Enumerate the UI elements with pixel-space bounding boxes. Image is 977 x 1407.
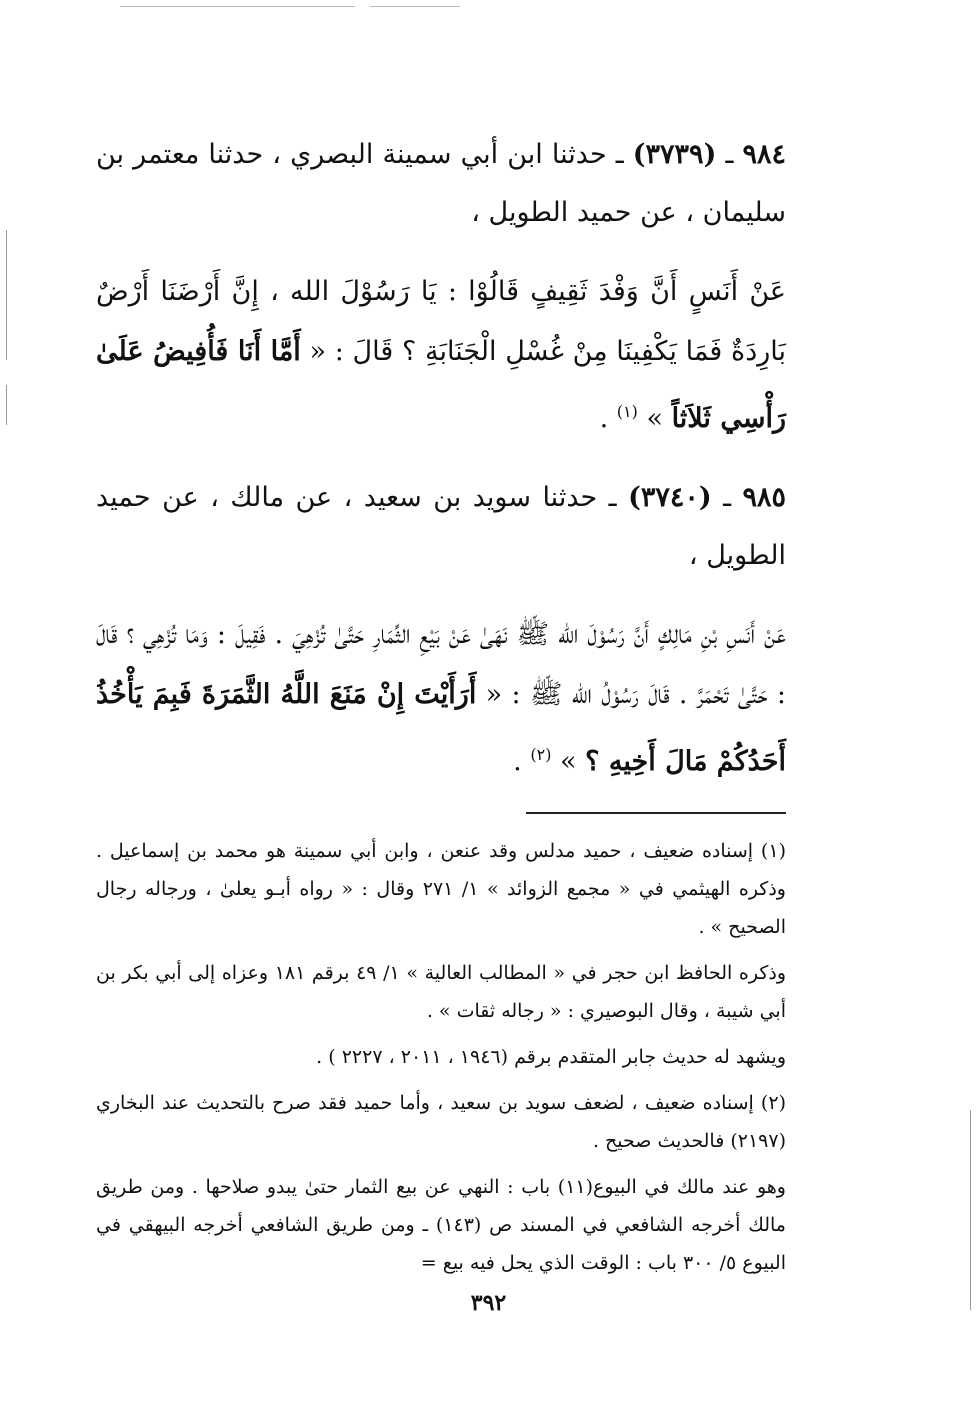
footnote-1-witness: ويشهد له حديث جابر المتقدم برقم (١٩٤٦ ، ٢٠١١ ، ٢٢٢٧ ) . [316, 1046, 786, 1068]
page-number: ٣٩٢ [470, 1290, 507, 1316]
footnote-ref: (٢) [530, 745, 552, 764]
footnote-2: (٢) إسناده ضعيف ، لضعف سويد بن سعيد ، وأما حميد فقد صرح بالتحديث عند البخاري (٢١٩٧) فالحديث صحيح . [96, 1092, 786, 1152]
period: . [599, 403, 609, 434]
dash: ـ [606, 139, 624, 170]
quote-close: » [646, 403, 663, 434]
hadith-ref: (٣٧٤٠) [628, 482, 712, 513]
matn-text: عَنْ أَنَسٍ أَنَّ وَفْدَ ثَقِيفٍ قَالُوْا : يَا رَسُوْلَ الله ، إِنَّ أَرْضَنَا أَرْضٌ بَارِدَةٌ فَمَا يَكْفِينَا مِنْ غُسْلِ الْجَنَابَةِ ؟ قَالَ : « [96, 276, 786, 367]
hadith-984-matn [96, 262, 786, 449]
quote-close: » [560, 746, 577, 777]
isnad-text: حدثنا سويد بن سعيد ، عن مالك ، عن حميد الطويل ، [96, 482, 786, 571]
dash: ـ [711, 482, 732, 513]
page-body [96, 126, 786, 1290]
hadith-number: ٩٨٤ [742, 139, 786, 170]
footnote-1: (١) إسناده ضعيف ، حميد مدلس وقد عنعن ، وابن أبي سمينة هو محمد بن إسماعيل . وذكره الهيثمي في « مجمع الزوائد » ١/ ٢٧١ وقال : « رواه أبـو يعلىٰ ، ورجاله رجال الصحيح » . [96, 840, 786, 938]
hadith-985-isnad [96, 469, 786, 585]
hadith-985-matn [96, 605, 786, 792]
margin-scan-mark [970, 1110, 971, 1310]
hadith-ref: (٣٧٣٩) [632, 139, 717, 170]
matn-prophetic-words: أَمَّا أَنَا فَأُفِيضُ عَلَىٰ رَأْسِي ثَلاَثاً [96, 336, 786, 434]
hadith-number: ٩٨٥ [742, 482, 786, 513]
hadith-984-isnad [96, 126, 786, 242]
matn-text: عَنْ أَنَسِ بْنِ مَالِكٍ أَنَّ رَسُوْلَ الله ﷺ نَهَىٰ عَنْ بَيْعِ الثِّمَارِ حَتَّىٰ تُزْهِيَ . فَقِيلَ : وَمَا تُزْهِي ؟ قَالَ : حَتَّىٰ تَحْمَرَّ . قَالَ رَسُوْلُ الله ﷺ : « [96, 619, 786, 710]
margin-scan-mark [6, 385, 7, 425]
footnote-2-cont: وهو عند مالك في البيوع(١١) باب : النهي عن بيع الثمار حتىٰ يبدو صلاحها . ومن طريق مالك أخرجه الشافعي في المسند ص (١٤٣) ـ ومن طريق الشافعي أخرجه البيهقي في البيوع ٥/ ٣٠٠ باب : الوقت الذي يحل فيه بيع = [96, 1176, 786, 1274]
dash: ـ [597, 482, 617, 513]
period: . [513, 746, 522, 777]
top-scan-line-short [370, 6, 460, 7]
isnad-text: حدثنا ابن أبي سمينة البصري ، حدثنا معتمر بن سليمان ، عن حميد الطويل ، [96, 139, 786, 228]
dash: ـ [716, 139, 734, 170]
matn-prophetic-words: أَرَأَيْتَ إِنْ مَنَعَ اللَّهُ الثَّمَرَةَ فَبِمَ يَأْخُذُ أَحَدُكُمْ مَالَ أَخِيهِ ؟ [96, 679, 786, 777]
margin-scan-mark [6, 230, 7, 360]
footnote-separator [526, 812, 786, 814]
top-scan-line [120, 6, 355, 7]
footnote-ref: (١) [616, 402, 638, 421]
footnote-1-cont: وذكره الحافظ ابن حجر في « المطالب العالية » ١/ ٤٩ برقم ١٨١ وعزاه إلى أبي بكر بن أبي شيبة ، وقال البوصيري : « رجاله ثقات » . [96, 962, 787, 1022]
